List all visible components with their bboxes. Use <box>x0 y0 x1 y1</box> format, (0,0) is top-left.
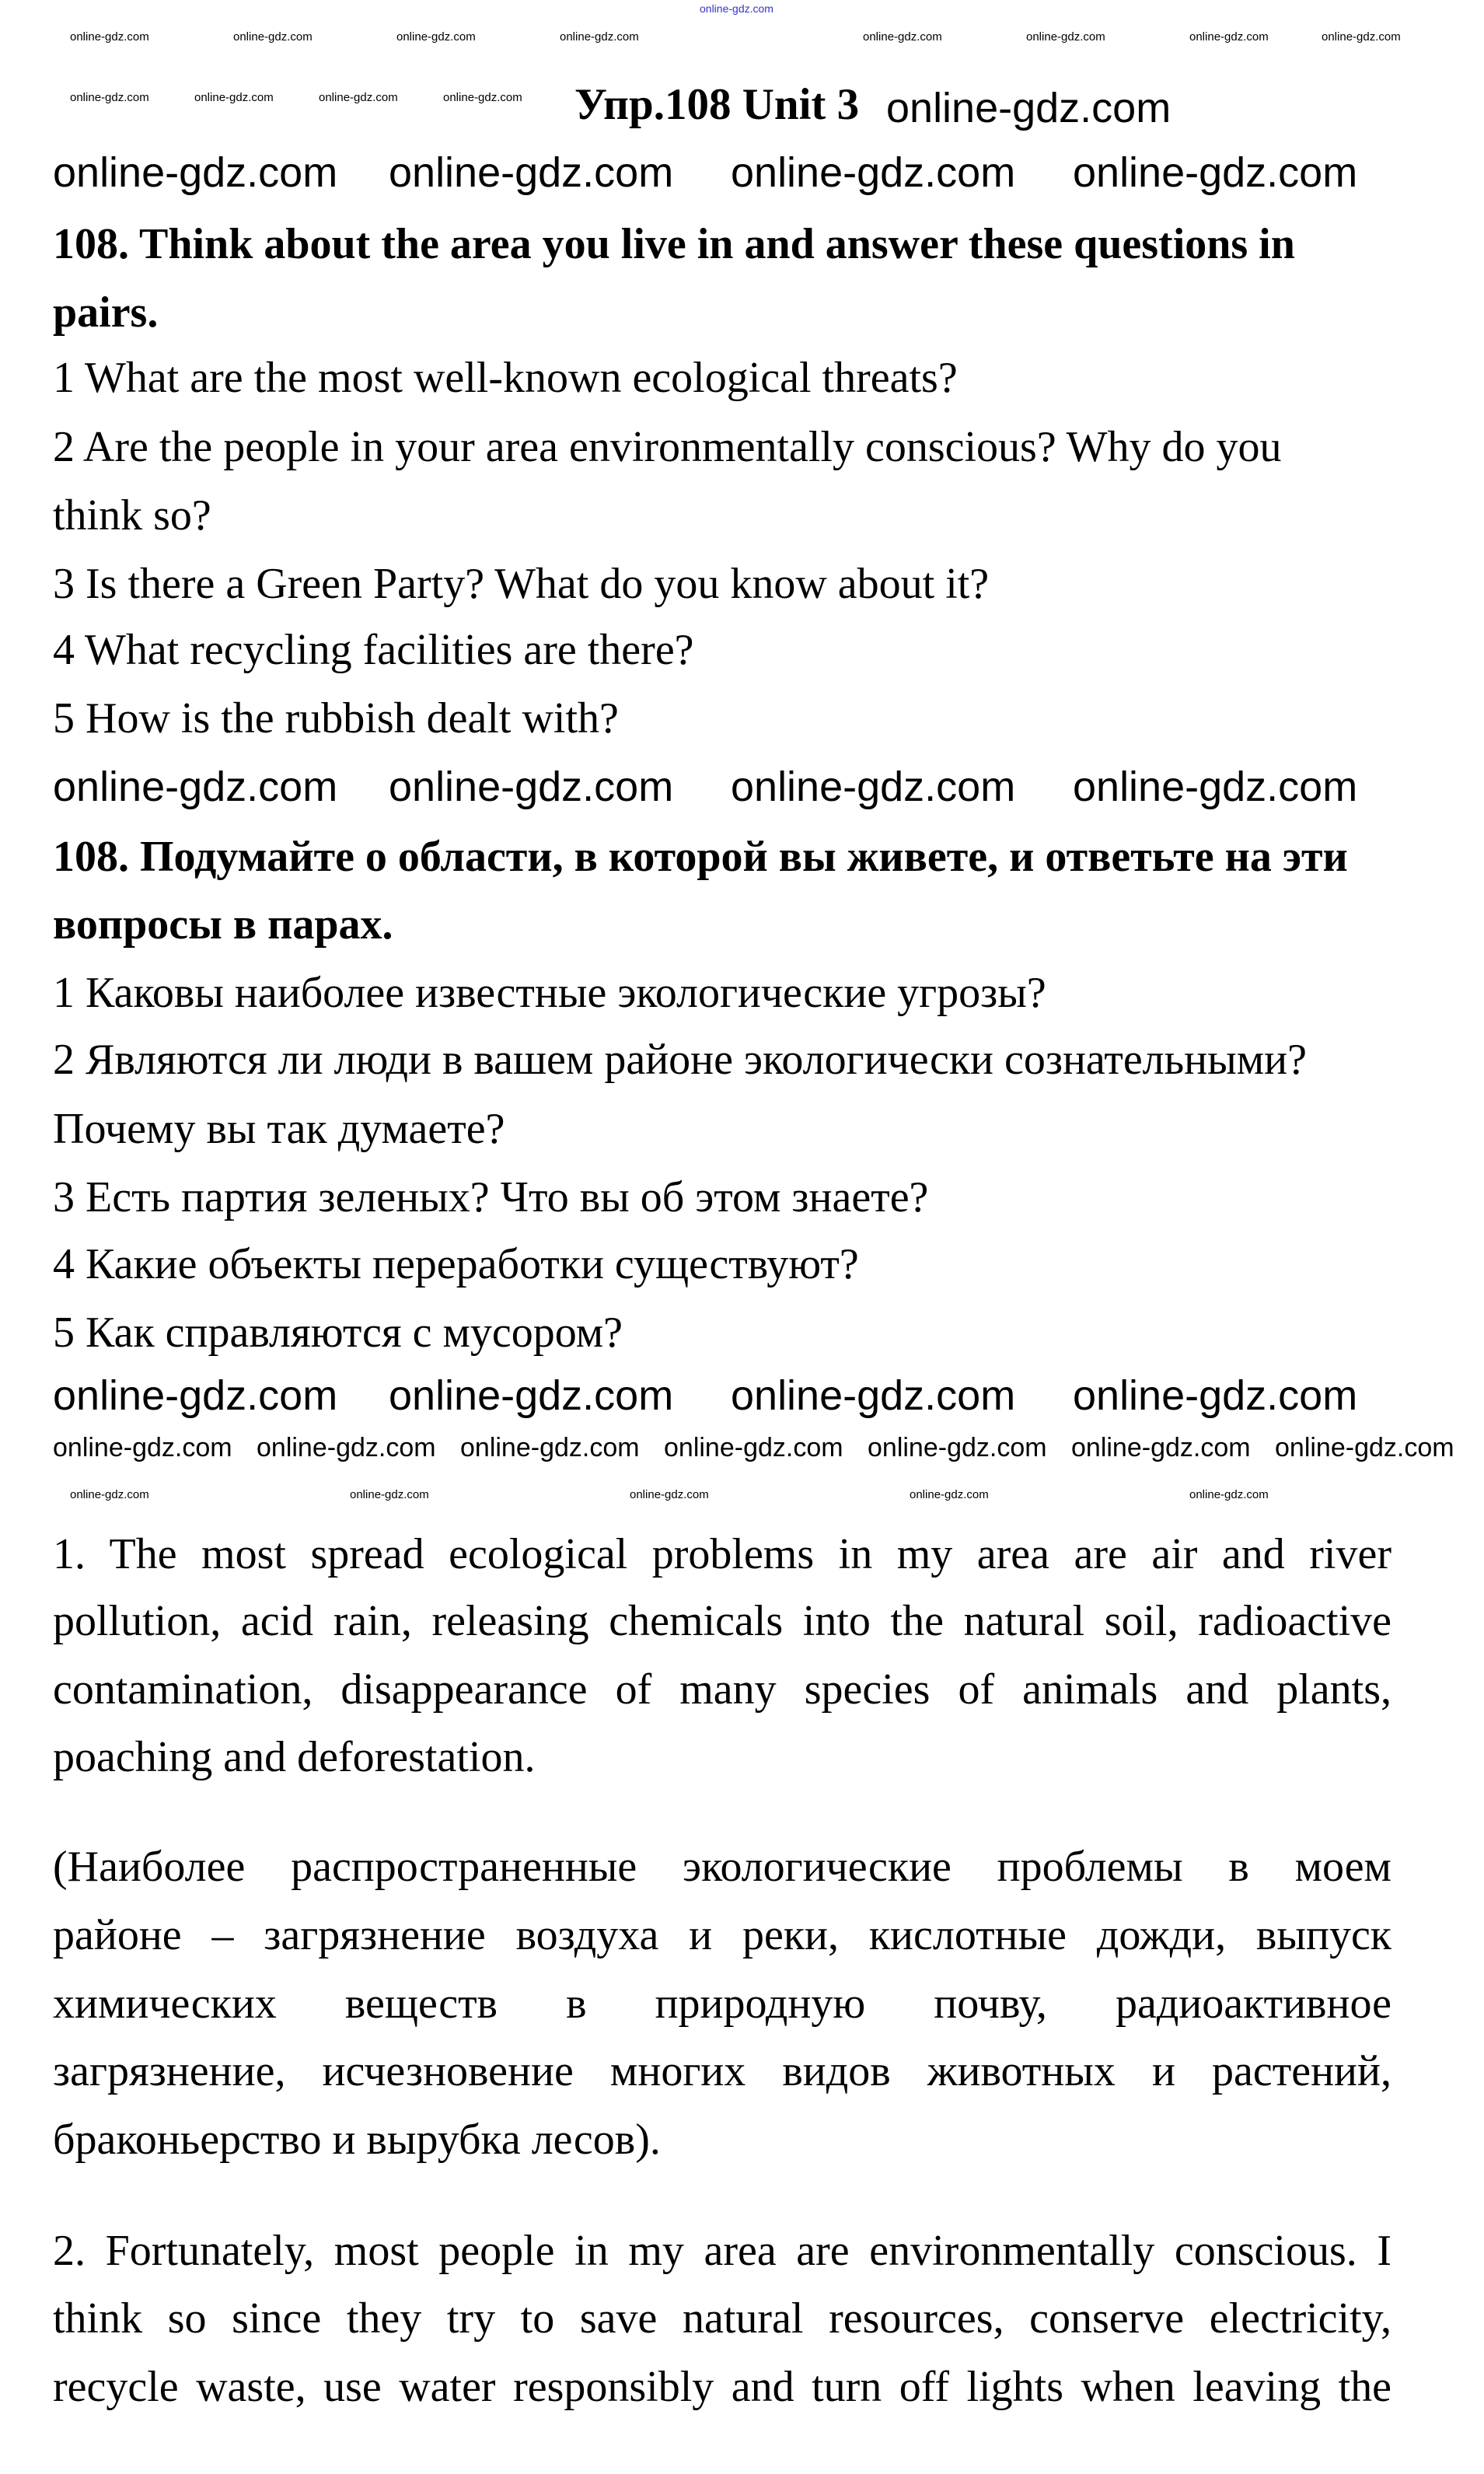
watermark: online-gdz.com <box>350 1488 429 1501</box>
question-5-ru: 5 Как справляются с мусором? <box>53 1309 623 1357</box>
exercise-heading-en: 108. Think about the area you live in and answer these questions in <box>53 220 1295 268</box>
watermark: online-gdz.com <box>389 764 674 810</box>
watermark: online-gdz.com <box>389 1372 674 1419</box>
question-5-en: 5 How is the rubbish dealt with? <box>53 694 619 743</box>
page-title: Упр.108 Unit 3 <box>574 80 860 129</box>
question-2-ru-cont: Почему вы так думаете? <box>53 1105 505 1153</box>
watermark: online-gdz.com <box>1189 1488 1269 1501</box>
answer-2-line: recycle waste, use water responsibly and turn off lights when leaving the <box>53 2363 1391 2411</box>
watermark: online-gdz.com <box>731 1372 1016 1419</box>
watermark: online-gdz.com <box>700 2 773 15</box>
answer-1-ru-line: браконьерство и вырубка лесов). <box>53 2116 661 2164</box>
watermark: online-gdz.com <box>396 30 476 44</box>
watermark: online-gdz.com <box>731 149 1016 196</box>
question-4-ru: 4 Какие объекты переработки существуют? <box>53 1240 859 1288</box>
answer-2-line: think so since they try to save natural resources, conserve electricity, <box>53 2294 1391 2343</box>
answer-2-line: 2. Fortunately, most people in my area are environmentally conscious. I <box>53 2227 1391 2275</box>
answer-1-line: poaching and deforestation. <box>53 1733 536 1781</box>
watermark: online-gdz.com <box>70 30 149 44</box>
watermark: online-gdz.com <box>560 30 639 44</box>
watermark: online-gdz.com <box>460 1433 640 1462</box>
watermark: online-gdz.com <box>910 1488 989 1501</box>
watermark: online-gdz.com <box>1275 1433 1454 1462</box>
answer-1-ru-line: (Наиболее распространенные экологические проблемы в моем <box>53 1843 1391 1891</box>
watermark: online-gdz.com <box>319 91 398 104</box>
watermark: online-gdz.com <box>389 149 674 196</box>
watermark: online-gdz.com <box>1073 764 1358 810</box>
watermark: online-gdz.com <box>70 91 149 104</box>
exercise-heading-ru-cont: вопросы в парах. <box>53 900 393 949</box>
watermark: online-gdz.com <box>1322 30 1401 44</box>
question-2-ru: 2 Являются ли люди в вашем районе экологически сознательными? <box>53 1036 1308 1084</box>
question-4-en: 4 What recycling facilities are there? <box>53 626 694 674</box>
question-2-en: 2 Are the people in your area environmentally conscious? Why do you <box>53 423 1282 471</box>
watermark: online-gdz.com <box>1071 1433 1251 1462</box>
question-1-ru: 1 Каковы наиболее известные экологические угрозы? <box>53 969 1046 1017</box>
watermark: online-gdz.com <box>863 30 942 44</box>
exercise-heading-ru: 108. Подумайте о области, в которой вы живете, и ответьте на эти <box>53 833 1348 881</box>
watermark: online-gdz.com <box>630 1488 709 1501</box>
watermark: online-gdz.com <box>868 1433 1047 1462</box>
question-3-ru: 3 Есть партия зеленых? Что вы об этом знаете? <box>53 1173 929 1221</box>
watermark: online-gdz.com <box>664 1433 843 1462</box>
question-3-en: 3 Is there a Green Party? What do you know about it? <box>53 560 990 608</box>
watermark: online-gdz.com <box>233 30 313 44</box>
watermark: online-gdz.com <box>53 764 338 810</box>
answer-1-ru-line: химических веществ в природную почву, радиоактивное <box>53 1980 1391 2028</box>
watermark: online-gdz.com <box>53 1372 338 1419</box>
watermark: online-gdz.com <box>53 1433 232 1462</box>
watermark: online-gdz.com <box>194 91 274 104</box>
watermark: online-gdz.com <box>53 149 338 196</box>
answer-1-line: contamination, disappearance of many species of animals and plants, <box>53 1665 1391 1714</box>
question-1-en: 1 What are the most well-known ecological threats? <box>53 354 958 402</box>
watermark: online-gdz.com <box>1026 30 1105 44</box>
exercise-heading-en-cont: pairs. <box>53 288 159 337</box>
answer-1-ru-line: загрязнение, исчезновение многих видов животных и растений, <box>53 2047 1391 2095</box>
answer-1-line: 1. The most spread ecological problems in my area are air and river <box>53 1530 1391 1578</box>
watermark: online-gdz.com <box>731 764 1016 810</box>
answer-1-ru-line: районе – загрязнение воздуха и реки, кислотные дожди, выпуск <box>53 1911 1391 1959</box>
watermark: online-gdz.com <box>886 85 1171 131</box>
watermark: online-gdz.com <box>70 1488 149 1501</box>
answer-1-line: pollution, acid rain, releasing chemicals into the natural soil, radioactive <box>53 1597 1391 1645</box>
watermark: online-gdz.com <box>1073 149 1358 196</box>
watermark: online-gdz.com <box>1073 1372 1358 1419</box>
watermark: online-gdz.com <box>257 1433 436 1462</box>
watermark: online-gdz.com <box>443 91 522 104</box>
watermark: online-gdz.com <box>1189 30 1269 44</box>
question-2-en-cont: think so? <box>53 491 211 540</box>
